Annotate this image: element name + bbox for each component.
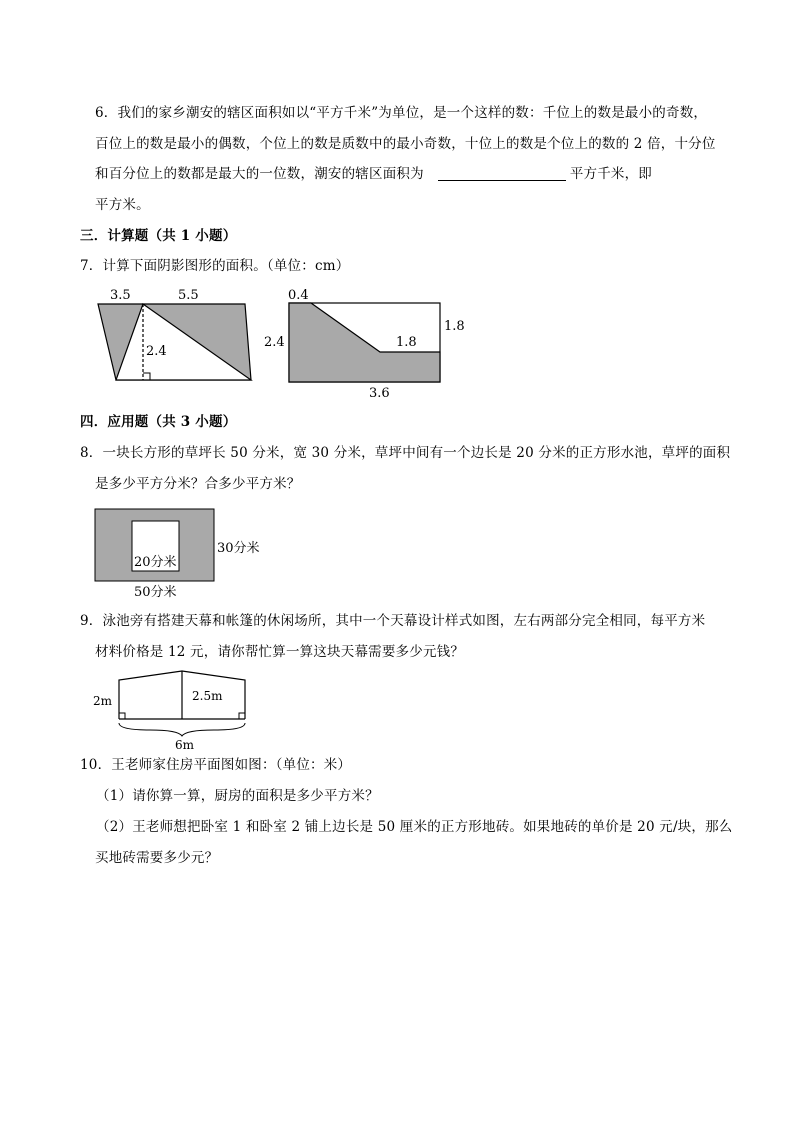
- q8-width-label: 50分米: [134, 585, 177, 600]
- q7-fig1-top-right-label: 5.5: [178, 288, 199, 303]
- q10-line-1: 10．王老师家住房平面图如图：（单位：米）: [80, 757, 352, 773]
- q7-parallelogram-figure: [90, 284, 265, 384]
- q6-line-3-text-a: 和百分位上的数都是最大的一位数，潮安的辖区面积为: [95, 166, 424, 182]
- q6-line-3: [95, 164, 652, 184]
- q8-line-1: 8．一块长方形的草坪长 50 分米，宽 30 分米，草坪中间有一个边长是 20 分米的正方形水池，草坪的面积: [80, 445, 731, 461]
- q6-line-2: 百位上的数是最小的偶数，个位上的数是质数中的最小奇数，十位上的数是个位上的数的 2 倍，十分位: [95, 136, 716, 152]
- q9-line-2: 材料价格是 12 元，请你帮忙算一算这块天幕需要多少元钱？: [95, 644, 465, 660]
- q7-fig2-bottom-label: 3.6: [369, 386, 390, 401]
- q6-line-3-text-b: 平方千米，即: [569, 166, 653, 182]
- q8-pool-label: 20分米: [134, 555, 177, 570]
- q7-fig2-left-label: 2.4: [264, 335, 285, 350]
- q9-width-label: 6m: [175, 738, 195, 752]
- q10-part-2-line-2: 买地砖需要多少元？: [95, 850, 219, 866]
- q9-canopy-figure: [90, 668, 260, 754]
- section-4-title: 四．应用题（共 3 小题）: [80, 414, 237, 430]
- q9-middle-label: 2.5m: [192, 689, 223, 703]
- q10-part-1: （1）请你算一算，厨房的面积是多少平方米？: [96, 788, 379, 804]
- q7-fig2-top-label: 0.4: [288, 288, 309, 303]
- section-3-title: 三．计算题（共 1 小题）: [80, 228, 237, 244]
- q10-part-2-line-1: （2）王老师想把卧室 1 和卧室 2 铺上边长是 50 厘米的正方形地砖。如果地砖的单价是 20 元/块，那么: [96, 819, 733, 835]
- q7-text: 7．计算下面阴影图形的面积。（单位：cm）: [80, 258, 350, 274]
- q8-height-label: 30分米: [217, 541, 260, 556]
- q8-line-2: 是多少平方分米？合多少平方米？: [95, 476, 301, 492]
- q6-answer-blank[interactable]: [438, 166, 566, 181]
- q7-fig2-right-label: 1.8: [444, 319, 465, 334]
- q6-line-1: 6．我们的家乡潮安的辖区面积如以“平方千米”为单位，是一个这样的数：千位上的数是最小的奇数，: [95, 105, 708, 121]
- q6-line-4: 平方米。: [95, 197, 150, 213]
- q8-lawn-figure: [92, 506, 272, 600]
- q9-line-1: 9．泳池旁有搭建天幕和帐篷的休闲场所，其中一个天幕设计样式如图，左右两部分完全相同，每平方米: [80, 613, 706, 629]
- q7-fig1-top-left-label: 3.5: [110, 288, 131, 303]
- q7-fig2-inner-label: 1.8: [396, 335, 417, 350]
- q7-rectangle-figure: [262, 284, 477, 404]
- q9-side-label: 2m: [93, 694, 113, 708]
- q7-fig1-height-label: 2.4: [146, 344, 167, 359]
